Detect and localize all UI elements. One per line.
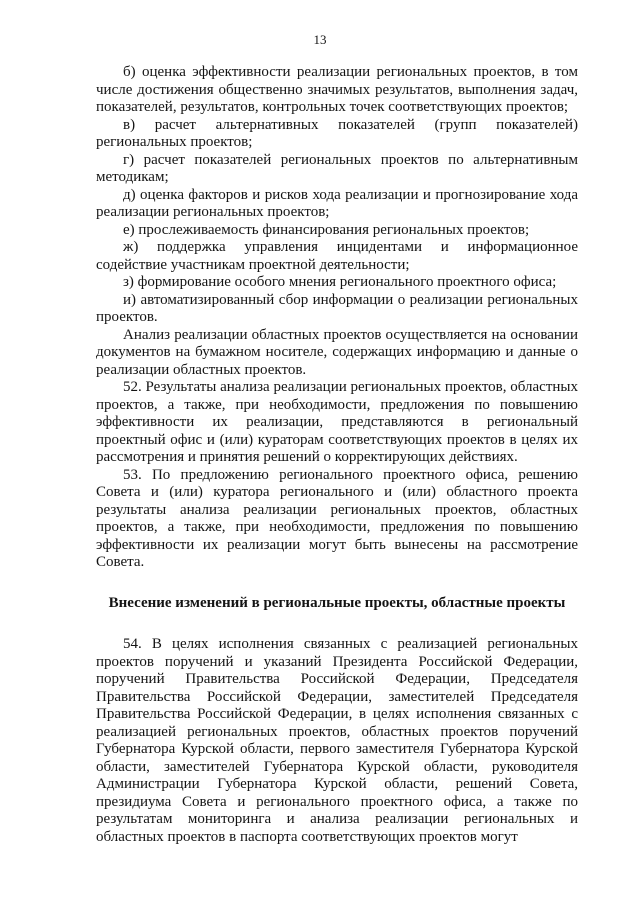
list-item-b: б) оценка эффективности реализации региональных проектов, в том числе достижения общественно значимых результатов, выполнения задач, показателей, результатов, контрольных точек соответствующих проектов;	[96, 64, 578, 115]
section-heading: Внесение изменений в региональные проекты, областные проекты	[108, 594, 566, 611]
paragraph-53: 53. По предложению регионального проектного офиса, решению Совета и (или) куратора регионального и (или) областного проекта результаты анализа реализации региональных проектов, областных проектов, а также, при необходимости, предложения по повышению эффективности их реализации могут быть вынесены на рассмотрение Совета.	[96, 466, 578, 570]
list-item-g: г) расчет показателей региональных проектов по альтернативным методикам;	[96, 151, 578, 185]
paragraph-54: 54. В целях исполнения связанных с реализацией региональных проектов поручений и указаний Президента Российской Федерации, поручений Правительства Российской Федерации, Председателя Правительства Российской Федерации, заместителей Председателя Правительства Российской Федерации, в целях исполнения связанных с реализацией региональных проектов, областных проектов поручений Губернатора Курской области, первого заместителя Губернатора Курской области, заместителей Губернатора Курской области, руководителя Администрации Губернатора Курской области, решений Совета, президиума Совета и регионального проектного офиса, а также по результатам мониторинга и анализа реализации региональных и областных проектов в паспорта соответствующих проектов могут	[96, 636, 578, 845]
document-body	[96, 64, 578, 846]
page-number: 13	[313, 32, 327, 47]
list-item-e: е) прослеживаемость финансирования региональных проектов;	[123, 221, 530, 238]
list-item-v: в) расчет альтернативных показателей (групп показателей) региональных проектов;	[96, 116, 578, 150]
list-item-z: з) формирование особого мнения регионального проектного офиса;	[123, 274, 557, 290]
list-item-zh: ж) поддержка управления инцидентами и информационное содействие участникам проектной деятельности;	[96, 239, 578, 273]
paragraph-analysis: Анализ реализации областных проектов осуществляется на основании документов на бумажном носителе, содержащих информацию и данные о реализации областных проектов.	[96, 326, 578, 378]
list-item-d: д) оценка факторов и рисков хода реализации и прогнозирование хода реализации региональных проектов;	[96, 186, 578, 220]
paragraph-52: 52. Результаты анализа реализации региональных проектов, областных проектов, а также, при необходимости, предложения по повышению эффективности их реализации, представляются в региональный проектный офис и (или) кураторам соответствующих проектов в целях их рассмотрения и принятия решений о корректирующих действиях.	[96, 379, 578, 465]
list-item-i: и) автоматизированный сбор информации о реализации региональных проектов.	[96, 291, 578, 325]
